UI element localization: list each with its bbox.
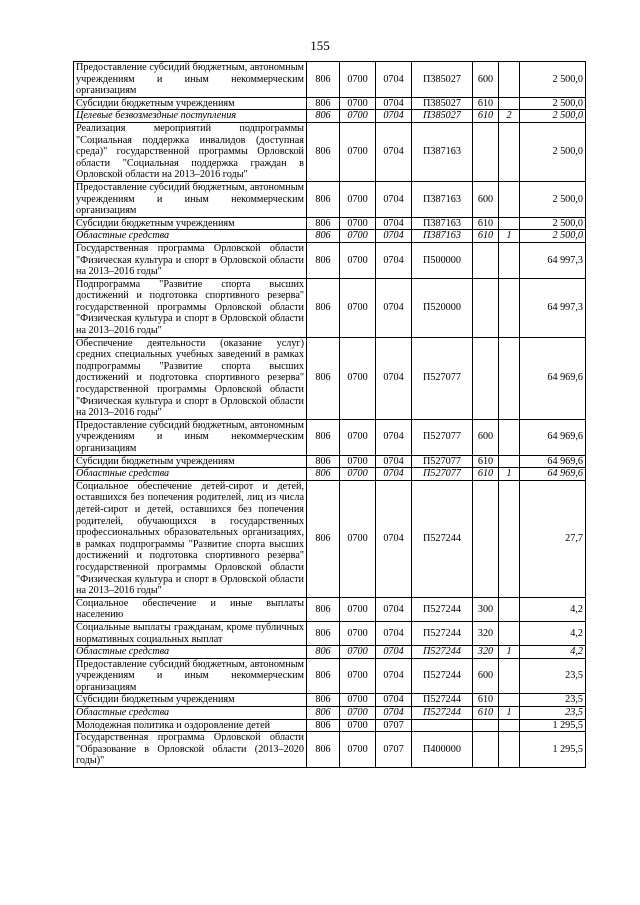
row-amount: 2 500,0 bbox=[520, 110, 586, 123]
row-funding-source bbox=[499, 455, 520, 468]
row-target-article: П387163 bbox=[412, 181, 473, 217]
row-section-code: 0700 bbox=[340, 646, 376, 659]
row-expense-type: 600 bbox=[473, 658, 499, 694]
row-expense-type: 610 bbox=[473, 217, 499, 230]
row-name: Социальное обеспечение и иные выплаты населению bbox=[74, 597, 307, 621]
row-section-code: 0700 bbox=[340, 468, 376, 481]
row-amount: 23,5 bbox=[520, 694, 586, 707]
row-funding-source: 1 bbox=[499, 707, 520, 720]
row-grbs-code: 806 bbox=[307, 694, 340, 707]
table-row bbox=[74, 110, 586, 123]
row-funding-source bbox=[499, 419, 520, 455]
row-grbs-code: 806 bbox=[307, 337, 340, 419]
row-target-article: П527077 bbox=[412, 468, 473, 481]
row-amount: 4,2 bbox=[520, 597, 586, 621]
row-expense-type: 300 bbox=[473, 597, 499, 621]
table-row bbox=[74, 62, 586, 98]
row-amount: 2 500,0 bbox=[520, 217, 586, 230]
row-subsection-code: 0704 bbox=[376, 597, 412, 621]
row-amount: 64 969,6 bbox=[520, 455, 586, 468]
row-subsection-code: 0704 bbox=[376, 621, 412, 645]
row-grbs-code: 806 bbox=[307, 621, 340, 645]
row-name: Областные средства bbox=[74, 468, 307, 481]
row-amount: 64 997,3 bbox=[520, 242, 586, 278]
row-amount: 2 500,0 bbox=[520, 62, 586, 98]
table-row bbox=[74, 658, 586, 694]
row-section-code: 0700 bbox=[340, 419, 376, 455]
row-expense-type: 320 bbox=[473, 621, 499, 645]
row-amount: 23,5 bbox=[520, 707, 586, 720]
row-subsection-code: 0704 bbox=[376, 694, 412, 707]
table-row bbox=[74, 621, 586, 645]
row-target-article: П385027 bbox=[412, 62, 473, 98]
row-name: Целевые безвозмездные поступления bbox=[74, 110, 307, 123]
row-expense-type: 610 bbox=[473, 694, 499, 707]
row-subsection-code: 0704 bbox=[376, 278, 412, 337]
row-grbs-code: 806 bbox=[307, 97, 340, 110]
row-funding-source bbox=[499, 694, 520, 707]
row-name: Социальное обеспечение детей-сирот и детей, оставшихся без попечения родителей, лиц из числа детей-сирот и детей, оставшихся без попечения родителей, обучающихся в государственных профессиональных образовательных организациях, в рамках подпрограммы "Развитие спорта высших достижений и подготовка спортивного резерва" государственной программы Орловской области "Физическая культура и спорт в Орловской области на 2013–2016 годы" bbox=[74, 480, 307, 597]
table-row bbox=[74, 337, 586, 419]
row-expense-type bbox=[473, 719, 499, 732]
row-section-code: 0700 bbox=[340, 122, 376, 181]
row-target-article: П527244 bbox=[412, 658, 473, 694]
row-name: Субсидии бюджетным учреждениям bbox=[74, 694, 307, 707]
row-name: Предоставление субсидий бюджетным, автономным учреждениям и иным некоммерческим организациям bbox=[74, 658, 307, 694]
row-funding-source: 1 bbox=[499, 230, 520, 243]
row-section-code: 0700 bbox=[340, 707, 376, 720]
row-name: Обеспечение деятельности (оказание услуг) средних специальных учебных заведений в рамках подпрограммы "Развитие спорта высших достижений и подготовка спортивного резерва" государственной программы Орловской области "Физическая культура и спорт в Орловской области на 2013–2016 годы" bbox=[74, 337, 307, 419]
row-subsection-code: 0704 bbox=[376, 419, 412, 455]
row-section-code: 0700 bbox=[340, 278, 376, 337]
row-section-code: 0700 bbox=[340, 217, 376, 230]
row-grbs-code: 806 bbox=[307, 217, 340, 230]
row-grbs-code: 806 bbox=[307, 658, 340, 694]
row-subsection-code: 0704 bbox=[376, 658, 412, 694]
row-name: Государственная программа Орловской области "Образование в Орловской области (2013–2020 годы)" bbox=[74, 732, 307, 768]
row-amount: 4,2 bbox=[520, 621, 586, 645]
row-expense-type bbox=[473, 732, 499, 768]
row-section-code: 0700 bbox=[340, 719, 376, 732]
page-number: 155 bbox=[310, 38, 330, 53]
row-section-code: 0700 bbox=[340, 455, 376, 468]
row-amount: 1 295,5 bbox=[520, 732, 586, 768]
row-expense-type: 610 bbox=[473, 230, 499, 243]
row-target-article: П527244 bbox=[412, 597, 473, 621]
row-section-code: 0700 bbox=[340, 110, 376, 123]
row-expense-type bbox=[473, 122, 499, 181]
row-grbs-code: 806 bbox=[307, 597, 340, 621]
row-section-code: 0700 bbox=[340, 658, 376, 694]
row-name: Подпрограмма "Развитие спорта высших достижений и подготовка спортивного резерва" государственной программы Орловской области "Физическая культура и спорт в Орловской области на 2013–2016 годы" bbox=[74, 278, 307, 337]
row-target-article: П387163 bbox=[412, 230, 473, 243]
row-target-article: П400000 bbox=[412, 732, 473, 768]
row-name: Социальные выплаты гражданам, кроме публичных нормативных социальных выплат bbox=[74, 621, 307, 645]
row-target-article: П527244 bbox=[412, 707, 473, 720]
row-subsection-code: 0704 bbox=[376, 230, 412, 243]
row-amount: 1 295,5 bbox=[520, 719, 586, 732]
row-amount: 23,5 bbox=[520, 658, 586, 694]
table-row bbox=[74, 694, 586, 707]
row-name: Молодежная политика и оздоровление детей bbox=[74, 719, 307, 732]
table-row bbox=[74, 217, 586, 230]
table-row bbox=[74, 419, 586, 455]
row-subsection-code: 0704 bbox=[376, 337, 412, 419]
row-section-code: 0700 bbox=[340, 62, 376, 98]
row-amount: 64 997,3 bbox=[520, 278, 586, 337]
row-grbs-code: 806 bbox=[307, 719, 340, 732]
row-expense-type bbox=[473, 337, 499, 419]
row-funding-source bbox=[499, 242, 520, 278]
row-subsection-code: 0707 bbox=[376, 719, 412, 732]
row-expense-type bbox=[473, 480, 499, 597]
row-section-code: 0700 bbox=[340, 97, 376, 110]
row-grbs-code: 806 bbox=[307, 419, 340, 455]
row-grbs-code: 806 bbox=[307, 181, 340, 217]
row-section-code: 0700 bbox=[340, 242, 376, 278]
row-section-code: 0700 bbox=[340, 230, 376, 243]
row-funding-source bbox=[499, 658, 520, 694]
row-name: Предоставление субсидий бюджетным, автономным учреждениям и иным некоммерческим организациям bbox=[74, 181, 307, 217]
table-row bbox=[74, 242, 586, 278]
row-funding-source bbox=[499, 97, 520, 110]
table-row bbox=[74, 278, 586, 337]
row-subsection-code: 0704 bbox=[376, 62, 412, 98]
row-expense-type bbox=[473, 242, 499, 278]
row-expense-type: 600 bbox=[473, 62, 499, 98]
row-section-code: 0700 bbox=[340, 621, 376, 645]
row-expense-type: 610 bbox=[473, 707, 499, 720]
row-subsection-code: 0704 bbox=[376, 122, 412, 181]
row-amount: 27,7 bbox=[520, 480, 586, 597]
row-grbs-code: 806 bbox=[307, 707, 340, 720]
row-funding-source: 1 bbox=[499, 646, 520, 659]
row-expense-type bbox=[473, 278, 499, 337]
row-expense-type: 320 bbox=[473, 646, 499, 659]
row-funding-source bbox=[499, 62, 520, 98]
row-amount: 2 500,0 bbox=[520, 230, 586, 243]
row-target-article: П527077 bbox=[412, 455, 473, 468]
row-funding-source bbox=[499, 732, 520, 768]
row-name: Государственная программа Орловской области "Физическая культура и спорт в Орловской области на 2013–2016 годы" bbox=[74, 242, 307, 278]
row-section-code: 0700 bbox=[340, 181, 376, 217]
row-subsection-code: 0704 bbox=[376, 181, 412, 217]
row-section-code: 0700 bbox=[340, 337, 376, 419]
row-target-article: П520000 bbox=[412, 278, 473, 337]
row-section-code: 0700 bbox=[340, 732, 376, 768]
row-funding-source bbox=[499, 278, 520, 337]
row-grbs-code: 806 bbox=[307, 62, 340, 98]
table-row bbox=[74, 230, 586, 243]
table-row bbox=[74, 646, 586, 659]
table-row bbox=[74, 480, 586, 597]
row-grbs-code: 806 bbox=[307, 122, 340, 181]
row-grbs-code: 806 bbox=[307, 646, 340, 659]
row-funding-source bbox=[499, 217, 520, 230]
row-funding-source bbox=[499, 621, 520, 645]
row-grbs-code: 806 bbox=[307, 278, 340, 337]
row-name: Субсидии бюджетным учреждениям bbox=[74, 97, 307, 110]
row-funding-source: 1 bbox=[499, 468, 520, 481]
row-name: Субсидии бюджетным учреждениям bbox=[74, 455, 307, 468]
row-target-article: П387163 bbox=[412, 122, 473, 181]
row-amount: 2 500,0 bbox=[520, 122, 586, 181]
table-row bbox=[74, 97, 586, 110]
row-subsection-code: 0704 bbox=[376, 707, 412, 720]
row-subsection-code: 0704 bbox=[376, 242, 412, 278]
row-name: Реализация мероприятий подпрограммы "Социальная поддержка инвалидов (доступная среда)" государственной программы Орловской области "Социальная поддержка граждан в Орловской области на 2013–2016 годы" bbox=[74, 122, 307, 181]
row-section-code: 0700 bbox=[340, 694, 376, 707]
row-target-article: П527244 bbox=[412, 694, 473, 707]
row-grbs-code: 806 bbox=[307, 468, 340, 481]
row-name: Областные средства bbox=[74, 707, 307, 720]
row-subsection-code: 0704 bbox=[376, 646, 412, 659]
table-row bbox=[74, 468, 586, 481]
row-subsection-code: 0704 bbox=[376, 217, 412, 230]
row-funding-source bbox=[499, 480, 520, 597]
row-target-article: П527077 bbox=[412, 337, 473, 419]
row-amount: 64 969,6 bbox=[520, 419, 586, 455]
row-amount: 2 500,0 bbox=[520, 181, 586, 217]
row-subsection-code: 0707 bbox=[376, 732, 412, 768]
row-subsection-code: 0704 bbox=[376, 480, 412, 597]
row-expense-type: 610 bbox=[473, 455, 499, 468]
row-funding-source: 2 bbox=[499, 110, 520, 123]
row-funding-source bbox=[499, 337, 520, 419]
row-target-article bbox=[412, 719, 473, 732]
row-grbs-code: 806 bbox=[307, 455, 340, 468]
row-grbs-code: 806 bbox=[307, 230, 340, 243]
row-grbs-code: 806 bbox=[307, 732, 340, 768]
table-row bbox=[74, 732, 586, 768]
row-grbs-code: 806 bbox=[307, 242, 340, 278]
table-row bbox=[74, 707, 586, 720]
row-section-code: 0700 bbox=[340, 480, 376, 597]
row-funding-source bbox=[499, 719, 520, 732]
row-expense-type: 610 bbox=[473, 110, 499, 123]
row-target-article: П500000 bbox=[412, 242, 473, 278]
table-row bbox=[74, 719, 586, 732]
table-row bbox=[74, 455, 586, 468]
row-subsection-code: 0704 bbox=[376, 97, 412, 110]
row-subsection-code: 0704 bbox=[376, 455, 412, 468]
row-expense-type: 610 bbox=[473, 468, 499, 481]
row-target-article: П387163 bbox=[412, 217, 473, 230]
row-grbs-code: 806 bbox=[307, 110, 340, 123]
table-row bbox=[74, 181, 586, 217]
row-funding-source bbox=[499, 597, 520, 621]
row-subsection-code: 0704 bbox=[376, 110, 412, 123]
row-name: Предоставление субсидий бюджетным, автономным учреждениям и иным некоммерческим организациям bbox=[74, 62, 307, 98]
row-name: Областные средства bbox=[74, 230, 307, 243]
row-name: Предоставление субсидий бюджетным, автономным учреждениям и иным некоммерческим организациям bbox=[74, 419, 307, 455]
row-funding-source bbox=[499, 122, 520, 181]
row-target-article: П527077 bbox=[412, 419, 473, 455]
budget-table bbox=[73, 61, 586, 768]
row-target-article: П385027 bbox=[412, 110, 473, 123]
row-amount: 2 500,0 bbox=[520, 97, 586, 110]
row-expense-type: 600 bbox=[473, 419, 499, 455]
table-row bbox=[74, 597, 586, 621]
row-expense-type: 600 bbox=[473, 181, 499, 217]
row-amount: 4,2 bbox=[520, 646, 586, 659]
row-name: Областные средства bbox=[74, 646, 307, 659]
table-row bbox=[74, 122, 586, 181]
row-name: Субсидии бюджетным учреждениям bbox=[74, 217, 307, 230]
row-subsection-code: 0704 bbox=[376, 468, 412, 481]
row-funding-source bbox=[499, 181, 520, 217]
row-target-article: П527244 bbox=[412, 621, 473, 645]
row-target-article: П527244 bbox=[412, 480, 473, 597]
row-expense-type: 610 bbox=[473, 97, 499, 110]
row-amount: 64 969,6 bbox=[520, 337, 586, 419]
row-section-code: 0700 bbox=[340, 597, 376, 621]
row-target-article: П527244 bbox=[412, 646, 473, 659]
row-grbs-code: 806 bbox=[307, 480, 340, 597]
row-target-article: П385027 bbox=[412, 97, 473, 110]
row-amount: 64 969,6 bbox=[520, 468, 586, 481]
